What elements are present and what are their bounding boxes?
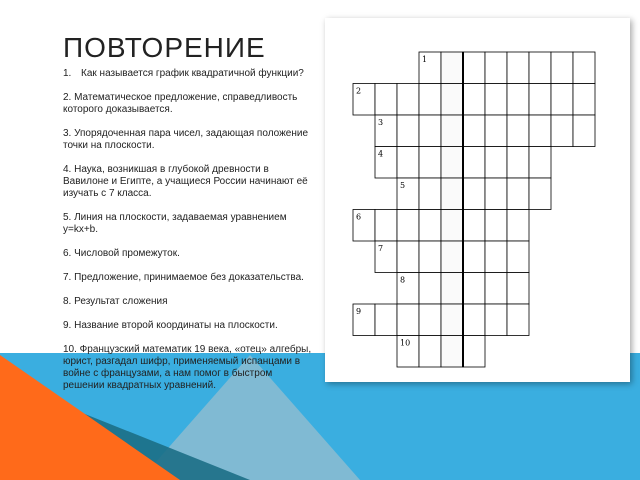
crossword-cell[interactable] [463, 178, 485, 210]
crossword-cell[interactable] [419, 147, 441, 179]
crossword-cell[interactable] [485, 304, 507, 336]
crossword-cell[interactable] [419, 241, 441, 273]
question-2: 2. Математическое предложение, справедливость которого доказывается. [63, 92, 298, 115]
crossword-cell[interactable] [529, 178, 551, 210]
crossword-clue-number: 3 [378, 118, 384, 127]
crossword-cell[interactable] [507, 304, 529, 336]
question-9: 9. Название второй координаты на плоскости. [63, 320, 278, 331]
crossword-cell[interactable] [441, 273, 463, 305]
crossword-cell[interactable] [507, 115, 529, 147]
crossword-cell[interactable] [485, 210, 507, 242]
crossword-cell[interactable] [441, 178, 463, 210]
crossword-clue-number: 9 [356, 307, 362, 316]
crossword-cell[interactable] [573, 115, 595, 147]
crossword-cell[interactable] [485, 115, 507, 147]
crossword-cell[interactable] [463, 304, 485, 336]
crossword-cell[interactable] [419, 304, 441, 336]
crossword-cell[interactable] [507, 210, 529, 242]
crossword-cell[interactable] [419, 84, 441, 116]
question-10: 10. Французский математик 19 века, «отец» алгебры, юрист, разгадал шифр, применяемый испанцами в войне с французами, а нам помог в быстром решении квадратных уравнений. [63, 344, 312, 391]
crossword-cell[interactable] [551, 84, 573, 116]
crossword-cell[interactable] [463, 273, 485, 305]
crossword-cell[interactable] [485, 273, 507, 305]
crossword-cell[interactable] [375, 210, 397, 242]
crossword-cell[interactable] [573, 52, 595, 84]
crossword-cell[interactable] [397, 210, 419, 242]
crossword-grid [325, 18, 630, 382]
crossword-cell[interactable] [419, 178, 441, 210]
crossword-cell[interactable] [529, 115, 551, 147]
crossword-clue-number: 8 [400, 275, 406, 285]
crossword-cell[interactable] [551, 52, 573, 84]
crossword-cell[interactable] [529, 84, 551, 116]
crossword-clue-number: 6 [356, 212, 362, 222]
crossword-cell[interactable] [441, 336, 463, 368]
crossword-cell[interactable] [529, 147, 551, 179]
crossword-cell[interactable] [463, 241, 485, 273]
crossword-cell[interactable] [375, 304, 397, 336]
crossword-board [325, 18, 630, 382]
crossword-cell[interactable] [441, 115, 463, 147]
crossword-clue-number: 1 [422, 55, 428, 64]
crossword-cell[interactable] [507, 178, 529, 210]
crossword-cell[interactable] [441, 210, 463, 242]
crossword-clue-number: 2 [356, 86, 362, 96]
crossword-cell[interactable] [397, 241, 419, 273]
crossword-cell[interactable] [419, 273, 441, 305]
crossword-cell[interactable] [463, 84, 485, 116]
crossword-cell[interactable] [573, 84, 595, 116]
question-1-text: Как называется график квадратичной функции? [81, 68, 304, 79]
crossword-cell[interactable] [507, 147, 529, 179]
question-7: 7. Предложение, принимаемое без доказательства. [63, 272, 304, 283]
crossword-clue-number: 7 [378, 244, 384, 253]
crossword-cell[interactable] [375, 84, 397, 116]
crossword-cell[interactable] [441, 147, 463, 179]
crossword-cell[interactable] [463, 336, 485, 368]
crossword-cell[interactable] [441, 304, 463, 336]
crossword-cell[interactable] [485, 84, 507, 116]
question-4: 4. Наука, возникшая в глубокой древности в Вавилоне и Египте, а учащиеся России начинают её изучать с 7 класса. [63, 164, 308, 199]
crossword-clue-number: 10 [400, 338, 411, 348]
crossword-cell[interactable] [441, 84, 463, 116]
crossword-cell[interactable] [485, 147, 507, 179]
crossword-cell[interactable] [529, 52, 551, 84]
question-6: 6. Числовой промежуток. [63, 248, 180, 259]
crossword-cell[interactable] [397, 84, 419, 116]
question-1-number: 1. [63, 68, 72, 79]
slide-title: ПОВТОРЕНИЕ [63, 32, 266, 63]
crossword-cell[interactable] [507, 84, 529, 116]
crossword-cell[interactable] [397, 147, 419, 179]
crossword-cell[interactable] [463, 147, 485, 179]
crossword-cell[interactable] [485, 178, 507, 210]
crossword-cell[interactable] [551, 115, 573, 147]
crossword-cell[interactable] [419, 336, 441, 368]
question-3: 3. Упорядоченная пара чисел, задающая положение точки на плоскости. [63, 128, 309, 151]
crossword-cell[interactable] [507, 52, 529, 84]
question-list [63, 68, 313, 404]
crossword-cell[interactable] [485, 52, 507, 84]
crossword-cell[interactable] [397, 304, 419, 336]
crossword-cell[interactable] [463, 210, 485, 242]
crossword-cell[interactable] [419, 115, 441, 147]
crossword-cell[interactable] [397, 115, 419, 147]
crossword-cell[interactable] [507, 241, 529, 273]
question-5: 5. Линия на плоскости, задаваемая уравнением y=kx+b. [63, 212, 287, 235]
crossword-cell[interactable] [463, 52, 485, 84]
crossword-cell[interactable] [485, 241, 507, 273]
question-8: 8. Результат сложения [63, 296, 168, 307]
crossword-cell[interactable] [441, 52, 463, 84]
crossword-cell[interactable] [441, 241, 463, 273]
crossword-clue-number: 4 [378, 149, 384, 159]
crossword-cell[interactable] [419, 210, 441, 242]
crossword-cell[interactable] [507, 273, 529, 305]
crossword-clue-number: 5 [400, 181, 406, 190]
question-1 [63, 68, 313, 80]
crossword-cell[interactable] [463, 115, 485, 147]
